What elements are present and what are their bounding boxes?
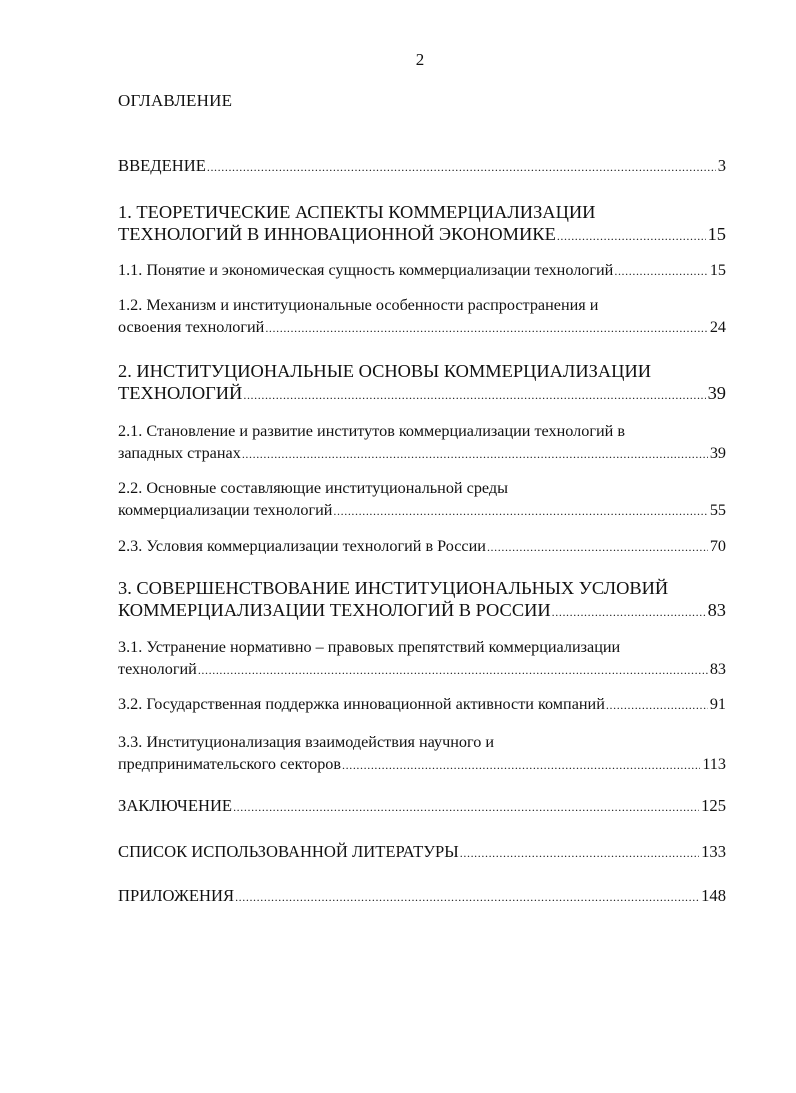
toc-entry-title-cont: ТЕХНОЛОГИЙ (118, 383, 243, 403)
dot-leader (207, 161, 716, 173)
toc-entry-page: 148 (701, 886, 726, 905)
toc-entry-conclusion[interactable] (118, 795, 726, 817)
dot-leader (198, 664, 708, 676)
toc-entry-title: 2.2. Основные составляющие институциональной среды (118, 479, 509, 497)
toc-entry-title: ВВЕДЕНИЕ (118, 156, 206, 175)
toc-entry-title-cont: предпринимательского секторов (118, 755, 342, 773)
dot-leader (233, 801, 699, 813)
toc-entry-page: 70 (709, 537, 726, 555)
toc-entry-title: 2.1. Становление и развитие институтов коммерциализации технологий в (118, 422, 625, 440)
dot-leader (487, 541, 708, 553)
toc-entry-page: 15 (709, 261, 726, 279)
toc-entry-title-cont: КОММЕРЦИАЛИЗАЦИИ ТЕХНОЛОГИЙ В РОССИИ (118, 600, 551, 620)
toc-entry-title: 3. СОВЕРШЕНСТВОВАНИЕ ИНСТИТУЦИОНАЛЬНЫХ УСЛОВИЙ (118, 578, 669, 598)
toc-entry-title-cont: ТЕХНОЛОГИЙ В ИННОВАЦИОННОЙ ЭКОНОМИКЕ (118, 224, 556, 244)
toc-entry-chapter-2[interactable] (118, 360, 726, 404)
toc-entry-title: 2. ИНСТИТУЦИОНАЛЬНЫЕ ОСНОВЫ КОММЕРЦИАЛИЗАЦИИ (118, 361, 652, 381)
toc-entry-title: 1. ТЕОРЕТИЧЕСКИЕ АСПЕКТЫ КОММЕРЦИАЛИЗАЦИИ (118, 202, 596, 222)
toc-entry-section-2-3[interactable] (118, 535, 726, 557)
toc-entry-page: 39 (707, 383, 726, 403)
toc-entry-page: 83 (707, 600, 726, 620)
toc-entry-page: 3 (717, 156, 726, 175)
toc-entry-section-2-2[interactable] (118, 477, 726, 521)
dot-leader (242, 448, 708, 460)
toc-entry-page: 15 (707, 224, 726, 244)
dot-leader (614, 265, 707, 277)
toc-entry-title-cont: западных странах (118, 444, 241, 462)
dot-leader (552, 606, 706, 618)
dot-leader (460, 847, 699, 859)
toc-entry-section-2-1[interactable] (118, 420, 726, 464)
toc-entry-section-1-1[interactable] (118, 259, 726, 281)
toc-entry-title: 1.2. Механизм и институциональные особенности распространения и (118, 296, 599, 314)
toc-title: ОГЛАВЛЕНИЕ (118, 91, 233, 110)
toc-entry-page: 24 (709, 318, 726, 336)
toc-entry-title-cont: освоения технологий (118, 318, 265, 336)
toc-entry-section-3-1[interactable] (118, 636, 726, 680)
toc-entry-title-cont: технологий (118, 660, 197, 678)
toc-entry-introduction[interactable] (118, 155, 726, 177)
toc-entry-section-3-3[interactable] (118, 731, 726, 775)
dot-leader (333, 505, 707, 517)
toc-entry-title: 3.2. Государственная поддержка инновационной активности компаний (118, 695, 605, 713)
toc-entry-chapter-3[interactable] (118, 577, 726, 621)
toc-entry-page: 113 (702, 755, 726, 773)
toc-entry-title: 2.3. Условия коммерциализации технологий в России (118, 537, 486, 555)
toc-entry-title: ПРИЛОЖЕНИЯ (118, 886, 235, 905)
toc-entry-page: 55 (709, 501, 726, 519)
toc-entry-title: ЗАКЛЮЧЕНИЕ (118, 796, 233, 815)
dot-leader (557, 230, 706, 242)
dot-leader (606, 699, 708, 711)
dot-leader (265, 322, 707, 334)
toc-entry-appendices[interactable] (118, 885, 726, 907)
toc-entry-title: 3.1. Устранение нормативно – правовых препятствий коммерциализации (118, 638, 621, 656)
dot-leader (342, 759, 700, 771)
toc-entry-title: СПИСОК ИСПОЛЬЗОВАННОЙ ЛИТЕРАТУРЫ (118, 842, 459, 861)
toc-entry-chapter-1[interactable] (118, 201, 726, 245)
toc-entry-page: 91 (709, 695, 726, 713)
toc-entry-title: 1.1. Понятие и экономическая сущность коммерциализации технологий (118, 261, 614, 279)
toc-entry-page: 39 (709, 444, 726, 462)
toc-entry-page: 125 (701, 796, 726, 815)
toc-entry-section-3-2[interactable] (118, 693, 726, 715)
dot-leader (243, 389, 705, 401)
page-number: 2 (415, 50, 425, 69)
dot-leader (235, 891, 699, 903)
toc-entry-title: 3.3. Институционализация взаимодействия научного и (118, 733, 495, 751)
toc-entry-section-1-2[interactable] (118, 294, 726, 338)
toc-entry-page: 83 (709, 660, 726, 678)
toc-entry-bibliography[interactable] (118, 841, 726, 863)
toc-entry-title-cont: коммерциализации технологий (118, 501, 333, 519)
toc-entry-page: 133 (701, 842, 726, 861)
